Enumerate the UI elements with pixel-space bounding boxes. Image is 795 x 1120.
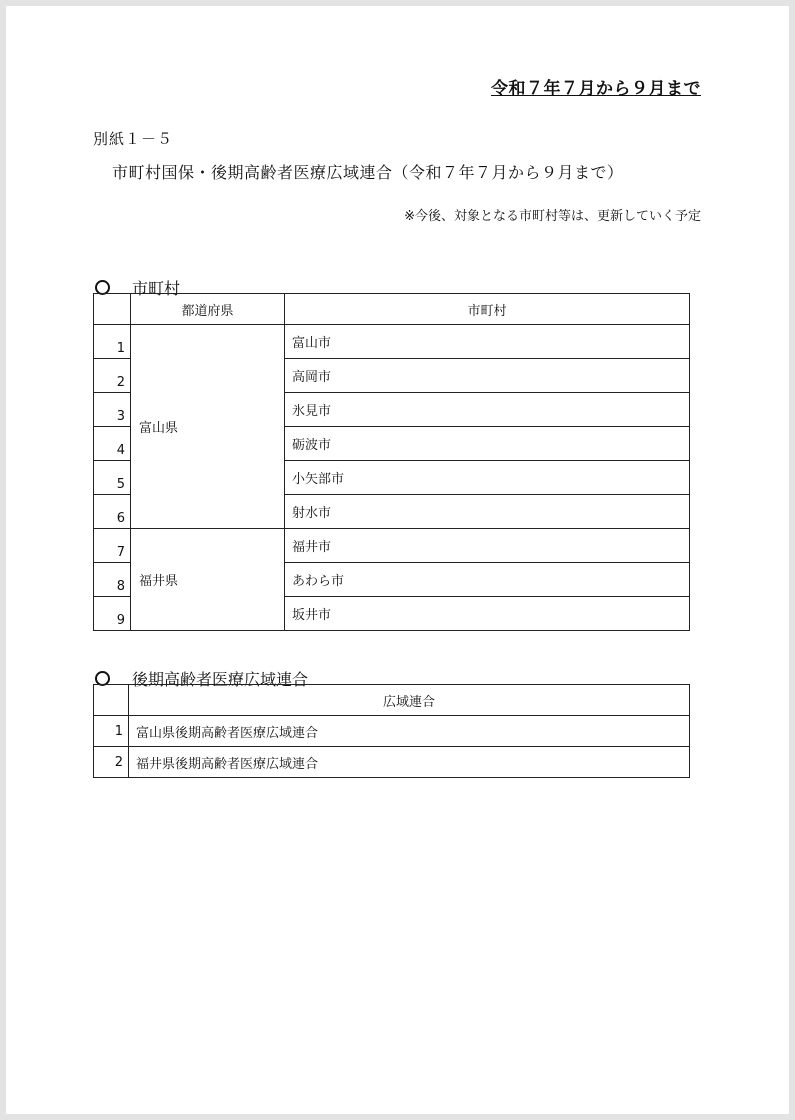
prefecture-cell: 富山県	[131, 325, 285, 529]
municipality-name: 氷見市	[285, 393, 690, 427]
header-cell-municipality: 市町村	[285, 294, 690, 325]
prefecture-cell: 福井県	[131, 529, 285, 631]
municipality-table	[93, 293, 690, 631]
row-number: 9	[94, 597, 131, 631]
union-table	[93, 684, 690, 778]
table-header-row	[94, 685, 690, 716]
municipality-name: 射水市	[285, 495, 690, 529]
row-number: 1	[94, 325, 131, 359]
row-number: 1	[94, 716, 129, 747]
table-row	[94, 325, 690, 359]
header-cell-number	[94, 294, 131, 325]
municipality-name: 坂井市	[285, 597, 690, 631]
row-number: 2	[94, 359, 131, 393]
municipality-name: 小矢部市	[285, 461, 690, 495]
row-number: 2	[94, 747, 129, 778]
row-number: 5	[94, 461, 131, 495]
row-number: 4	[94, 427, 131, 461]
row-number: 6	[94, 495, 131, 529]
municipality-name: 砺波市	[285, 427, 690, 461]
table-row	[94, 747, 690, 778]
union-name: 富山県後期高齢者医療広域連合	[129, 716, 690, 747]
section-heading-label: 市町村	[132, 279, 181, 298]
municipality-name: 高岡市	[285, 359, 690, 393]
row-number: 8	[94, 563, 131, 597]
attachment-label: 別紙１－５	[93, 130, 174, 148]
municipality-name: 福井市	[285, 529, 690, 563]
document-title: 市町村国保・後期高齢者医療広域連合（令和７年７月から９月まで）	[112, 163, 624, 182]
table-row	[94, 716, 690, 747]
municipality-name: 富山市	[285, 325, 690, 359]
header-cell-prefecture: 都道府県	[131, 294, 285, 325]
row-number: 7	[94, 529, 131, 563]
header-cell-number	[94, 685, 129, 716]
update-note: ※今後、対象となる市町村等は、更新していく予定	[404, 209, 701, 224]
period-title: 令和７年７月から９月まで	[491, 79, 701, 99]
table-row	[94, 529, 690, 563]
header-cell-union: 広域連合	[129, 685, 690, 716]
municipality-name: あわら市	[285, 563, 690, 597]
section-heading-label: 後期高齢者医療広域連合	[132, 670, 309, 689]
union-name: 福井県後期高齢者医療広域連合	[129, 747, 690, 778]
table-header-row	[94, 294, 690, 325]
row-number: 3	[94, 393, 131, 427]
